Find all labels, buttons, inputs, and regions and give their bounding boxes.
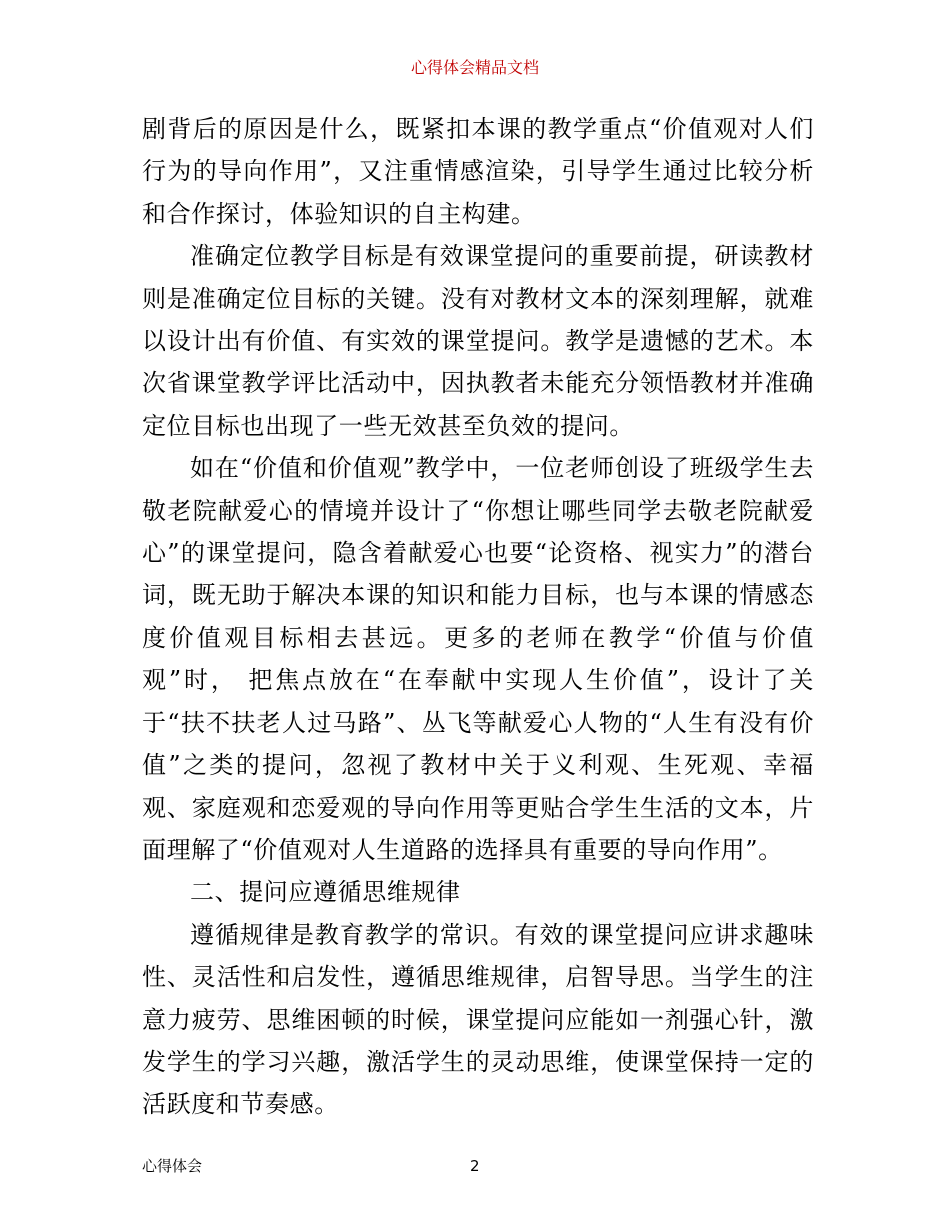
paragraph-1: 剧背后的原因是什么，既紧扣本课的教学重点“价值观对人们行为的导向作用”，又注重情感渲染，引导学生通过比较分析和合作探讨，体验知识的自主构建。: [142, 115, 814, 228]
document-body: [142, 108, 814, 1126]
page-header: 心得体会精品文档: [410, 58, 539, 77]
section-heading: 二、提问应遵循思维规律: [190, 878, 461, 907]
footer-label: 心得体会: [142, 1157, 203, 1175]
page-footer: [142, 1155, 814, 1177]
paragraph-2: 准确定位教学目标是有效课堂提问的重要前提，研读教材则是准确定位目标的关键。没有对教材文本的深刻理解，就难以设计出有价值、有实效的课堂提问。教学是遗憾的艺术。本次省课堂教学评比活动中，因执教者未能充分领悟教材并准确定位目标也出现了一些无效甚至负效的提问。: [142, 242, 814, 440]
paragraph-3: 如在“价值和价值观”教学中，一位老师创设了班级学生去敬老院献爱心的情境并设计了“你想让哪些同学去敬老院献爱心”的课堂提问，隐含着献爱心也要“论资格、视实力”的潜台词，既无助于解决本课的知识和能力目标，也与本课的情感态度价值观目标相去甚远。更多的老师在教学“价值与价值观”时， 把焦点放在“在奉献中实现人生价值”，设计了关于“扶不扶老人过马路”、丛飞等献爱心人物的“人生有没有价值”之类的提问，忽视了教材中关于义利观、生死观、幸福观、家庭观和恋爱观的导向作用等更贴合学生生活的文本，片面理解了“价值观对人生道路的选择具有重要的导向作用”。: [142, 454, 814, 864]
paragraph-4: 遵循规律是教育教学的常识。有效的课堂提问应讲求趣味性、灵活性和启发性，遵循思维规律，启智导思。当学生的注意力疲劳、思维困顿的时候，课堂提问应能如一剂强心针，激发学生的学习兴趣，激活学生的灵动思维，使课堂保持一定的活跃度和节奏感。: [142, 920, 814, 1119]
page-number: 2: [470, 1157, 480, 1175]
